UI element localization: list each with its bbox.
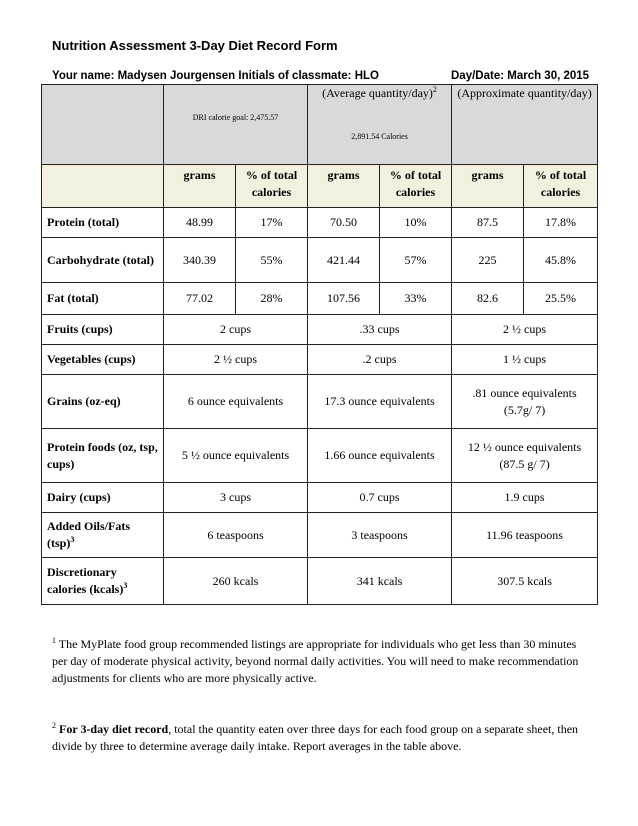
group-row-dairy (42, 483, 598, 513)
table-cell: 33% (380, 283, 452, 315)
table-cell: 77.02 (164, 283, 236, 315)
table-cell: 225 (452, 238, 524, 283)
average-calories: 2,891.54 Calories (351, 132, 408, 141)
table-cell: 17.8% (524, 208, 598, 238)
row-label: Added Oils/Fats (tsp)$^3$ (42, 513, 164, 558)
table-cell: 5 ½ ounce equivalents (164, 429, 308, 483)
row-label: Fruits (cups) (42, 315, 164, 345)
table-cell: 341 kcals (308, 558, 452, 605)
unit-header: grams (164, 165, 236, 208)
dri-goal: DRI calorie goal: 2,475.57 (192, 113, 279, 122)
table-cell: 17.3 ounce equivalents (308, 375, 452, 429)
table-cell: 87.5 (452, 208, 524, 238)
table-cell: 6 ounce equivalents (164, 375, 308, 429)
header-blank-cell (42, 85, 164, 165)
average-quantity-cell (308, 85, 452, 165)
row-label: Vegetables (cups) (42, 345, 164, 375)
table-cell: 1.66 ounce equivalents (308, 429, 452, 483)
table-cell: 107.56 (308, 283, 380, 315)
table-cell: 70.50 (308, 208, 380, 238)
header-row-units (42, 165, 598, 208)
table-cell: 2 ½ cups (164, 345, 308, 375)
footnote-1: $^1$ The MyPlate food group recommended listings are appropriate for individuals who get less than 30 minutes per day of moderate physical activity, beyond normal daily activities. You will need to make recommendation adjustments for clients who are more physically active. (52, 636, 579, 685)
group-row-vegetables (42, 345, 598, 375)
macro-row-protein (42, 208, 598, 238)
table-cell: 340.39 (164, 238, 236, 283)
group-row-grains (42, 375, 598, 429)
table-cell: 6 teaspoons (164, 513, 308, 558)
macro-row-carbohydrate (42, 238, 598, 283)
name-line: Your name: Madysen Jourgensen Initials of classmate: HLO (52, 70, 379, 82)
table-cell: 45.8% (524, 238, 598, 283)
group-row-fruits (42, 315, 598, 345)
table-cell: 260 kcals (164, 558, 308, 605)
table-cell: 57% (380, 238, 452, 283)
unit-header: % of total calories (236, 165, 308, 208)
table-cell: 1.9 cups (452, 483, 598, 513)
row-label: Carbohydrate (total) (42, 238, 164, 283)
table-cell: 3 cups (164, 483, 308, 513)
unit-header: % of total calories (380, 165, 452, 208)
approx-quantity-heading: (Approximate quantity/day) (457, 86, 592, 100)
unit-header: grams (452, 165, 524, 208)
row-label: Protein foods (oz, tsp, cups) (42, 429, 164, 483)
approx-quantity-cell (452, 85, 598, 165)
row-label: Protein (total) (42, 208, 164, 238)
table-cell: 11.96 teaspoons (452, 513, 598, 558)
table-cell: 82.6 (452, 283, 524, 315)
unit-header: % of total calories (524, 165, 598, 208)
form-title: Nutrition Assessment 3-Day Diet Record Form (52, 38, 338, 53)
row-label: Discretionary calories (kcals)$^3$ (42, 558, 164, 605)
table-cell: 2 cups (164, 315, 308, 345)
header-row-top (42, 85, 598, 165)
macro-row-fat (42, 283, 598, 315)
table-cell: 55% (236, 238, 308, 283)
table-cell: 28% (236, 283, 308, 315)
table-cell: 10% (380, 208, 452, 238)
table-cell: 307.5 kcals (452, 558, 598, 605)
group-row-added-oils (42, 513, 598, 558)
table-cell: .81 ounce equivalents (5.7g/ 7) (452, 375, 598, 429)
dri-goal-cell (164, 85, 308, 165)
table-cell: 25.5% (524, 283, 598, 315)
table-cell: .33 cups (308, 315, 452, 345)
table-cell: 421.44 (308, 238, 380, 283)
table-cell: 0.7 cups (308, 483, 452, 513)
table-cell: 12 ½ ounce equivalents (87.5 g/ 7) (452, 429, 598, 483)
unit-header: grams (308, 165, 380, 208)
table-cell: 2 ½ cups (452, 315, 598, 345)
row-label: Fat (total) (42, 283, 164, 315)
table-cell: 48.99 (164, 208, 236, 238)
table-cell: 17% (236, 208, 308, 238)
group-row-discretionary (42, 558, 598, 605)
row-label: Dairy (cups) (42, 483, 164, 513)
footnote-2: $^2$ For 3-day diet record, total the quantity eaten over three days for each food group on a separate sheet, then divide by three to determine average daily intake. Report averages in the table above. (52, 721, 579, 753)
diet-record-table (41, 84, 598, 605)
row-label: Grains (oz-eq) (42, 375, 164, 429)
average-quantity-heading: (Average quantity/day)$^2$ (322, 85, 437, 100)
table-cell: .2 cups (308, 345, 452, 375)
date-line: Day/Date: March 30, 2015 (451, 70, 590, 82)
table-cell: 3 teaspoons (308, 513, 452, 558)
table-cell: 1 ½ cups (452, 345, 598, 375)
group-row-protein-foods (42, 429, 598, 483)
